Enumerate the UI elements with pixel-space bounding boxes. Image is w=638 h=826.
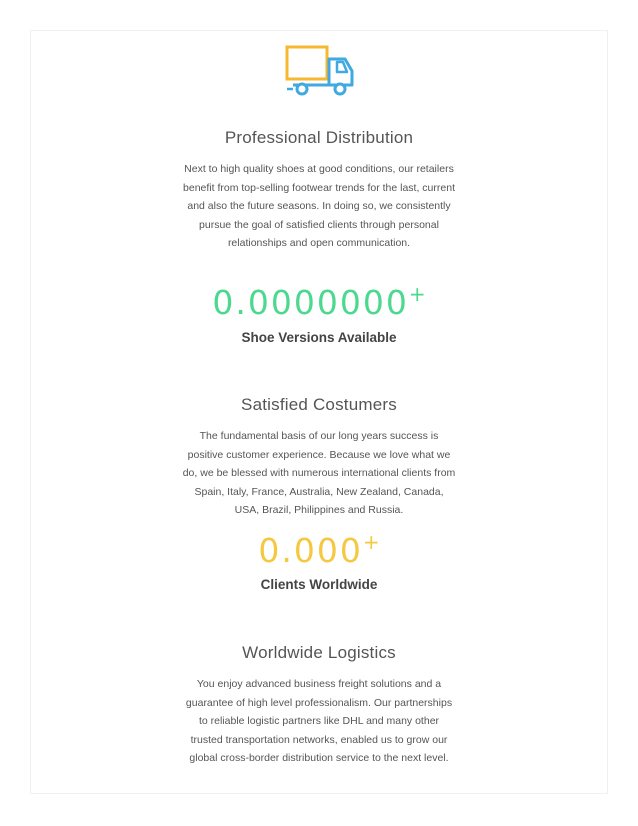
section-satisfied-costumers (0, 395, 638, 520)
stat-label-clients (0, 577, 638, 592)
stat-value: 0.0000000+ (212, 282, 426, 322)
section-title: Professional Distribution (224, 128, 414, 147)
stat-clients (0, 530, 638, 570)
delivery-truck-icon (285, 45, 355, 97)
section-professional-distribution (0, 128, 638, 253)
section-description: You enjoy advanced business freight solutions and a guarantee of high level professionalism. Our partnerships to reliable logistic partners like DHL and many other trusted transportation networks, enabled us to grow our global cross-border distribution service to the next level. (185, 678, 453, 764)
stat-label: Shoe Versions Available (241, 330, 397, 345)
section-description: The fundamental basis of our long years success is positive customer experience. Because we love what we do, we be blessed with numerous international clients from Spain, Italy, France, Australia, New Zealand, Canada, USA, Brazil, Philippines and Russia. (182, 430, 456, 516)
stat-label: Clients Worldwide (260, 577, 378, 592)
stat-label-shoe-versions (0, 330, 638, 345)
stat-value: 0.000+ (258, 530, 380, 570)
section-description: Next to high quality shoes at good conditions, our retailers benefit from top-selling footwear trends for the last, current and also the future seasons. In doing so, we consistently pursue the goal of satisfied clients through personal relationships and open communication. (183, 163, 455, 249)
stat-shoe-versions (0, 282, 638, 322)
section-worldwide-logistics (0, 643, 638, 768)
section-title: Worldwide Logistics (242, 643, 396, 662)
section-title: Satisfied Costumers (241, 395, 397, 414)
